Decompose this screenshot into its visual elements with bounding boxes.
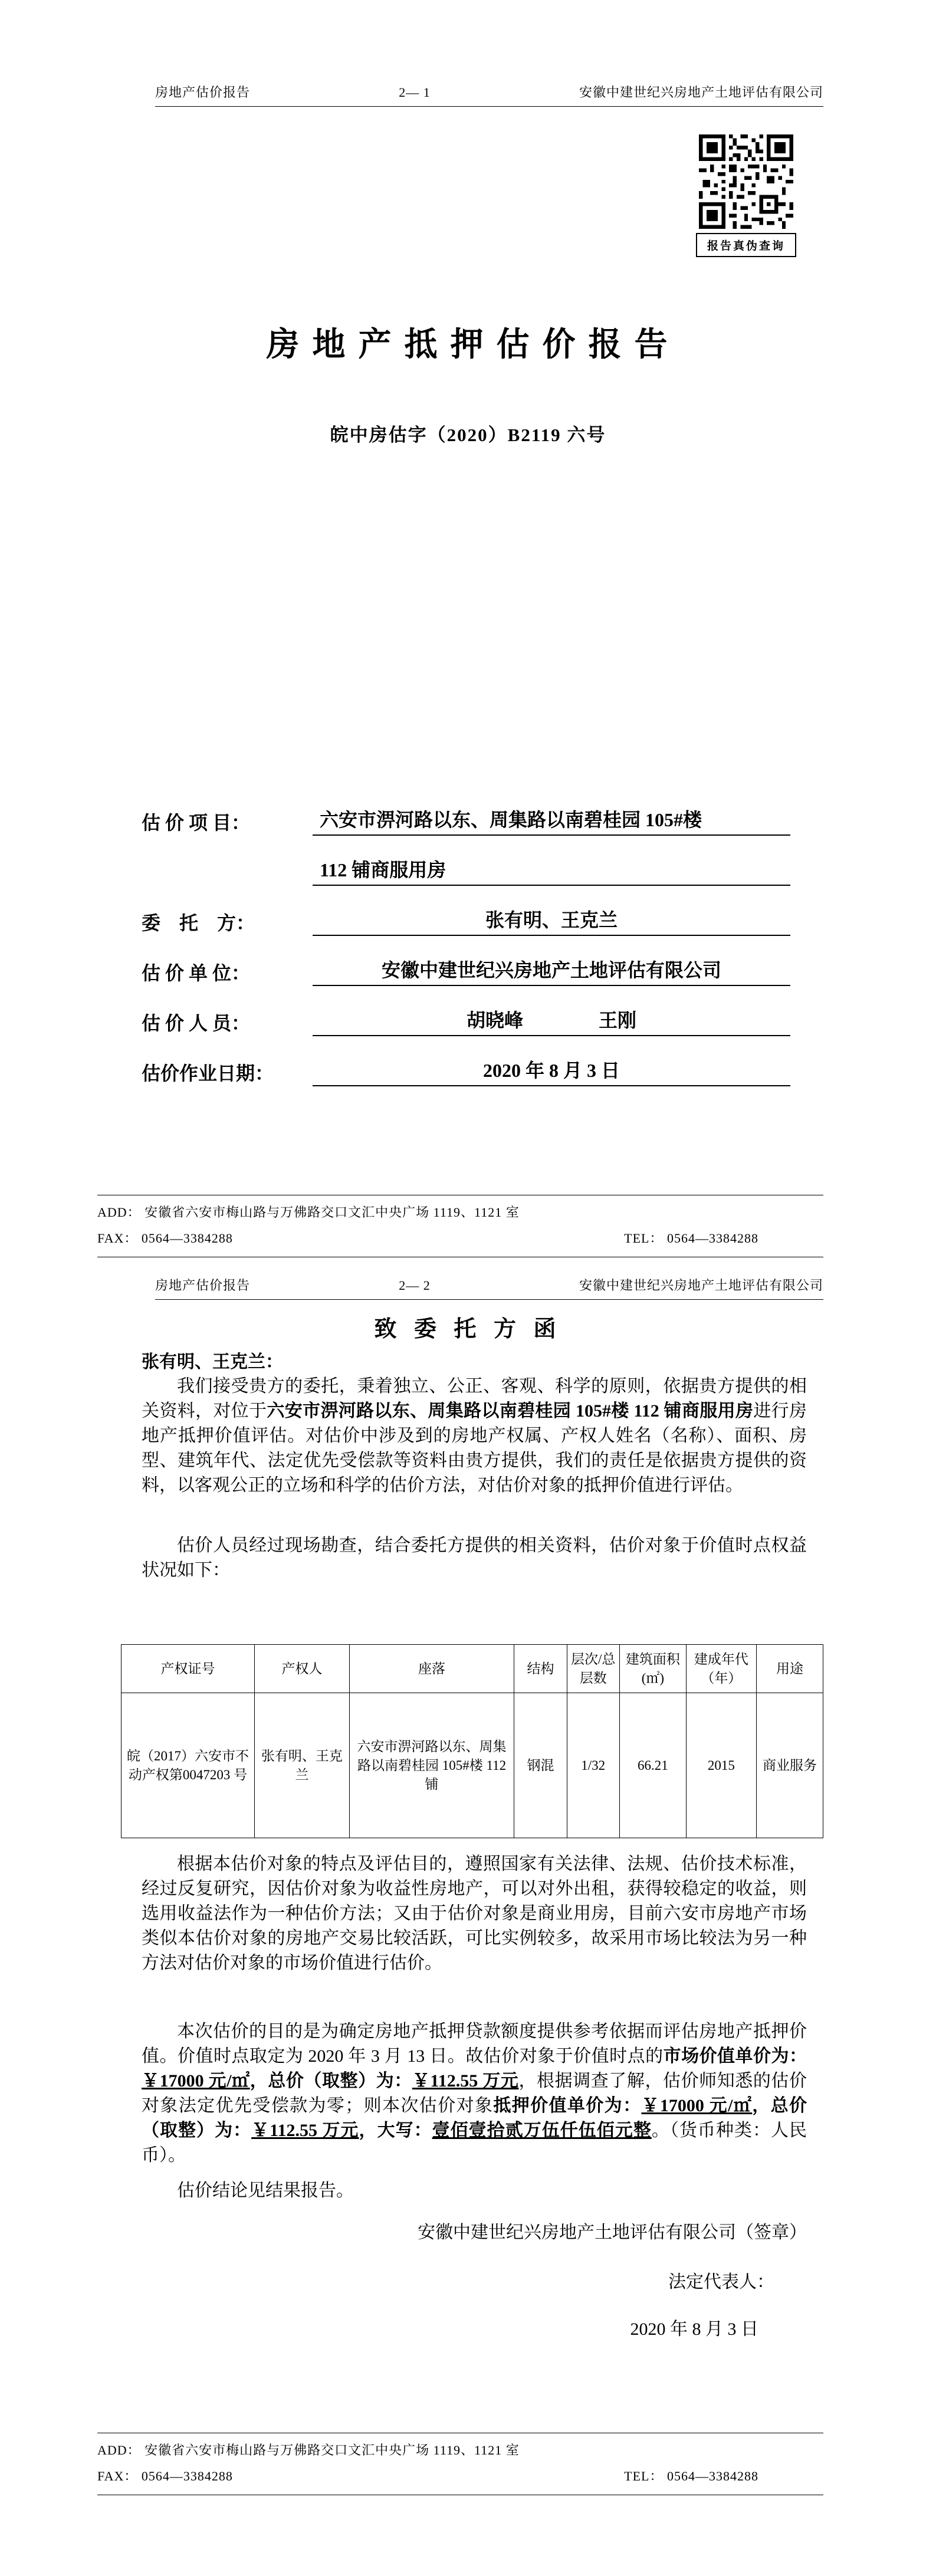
table-header-cell: 产权证号 <box>121 1645 255 1693</box>
qr-code <box>699 134 793 229</box>
table-cell: 商业服务 <box>756 1693 823 1838</box>
mortgage-unit-price-label: 抵押价值单价为： <box>493 2096 642 2115</box>
letter-paragraph-4 <box>142 2019 807 2168</box>
signature-company: 安徽中建世纪兴房地产土地评估有限公司（签章） <box>418 2223 807 2242</box>
report-type-label: 房地产估价报告 <box>155 85 251 100</box>
footer-address: ADD： 安徽省六安市梅山路与万佛路交口文汇中央广场 1119、1121 室 <box>97 2443 520 2457</box>
mortgage-unit-price-value: ￥17000 元/㎡ <box>641 2096 753 2115</box>
table-header-cell: 建成年代（年） <box>686 1645 756 1693</box>
table-cell: 六安市淠河路以东、周集路以南碧桂园 105#楼 112 铺 <box>349 1693 514 1838</box>
table-header-cell: 座落 <box>349 1645 514 1693</box>
mortgage-total-price-label: ，总价（取整）为： <box>142 2096 807 2140</box>
para1-pre: 我们接受贵方的委托，秉着独立、公正、客观、科学的原则，依据贵方提供的相关资料，对位于 <box>142 1376 807 1421</box>
page1-header <box>155 83 823 107</box>
form-row-agency <box>142 957 790 986</box>
appraisers-label: 估 价 人 员： <box>142 1013 251 1034</box>
amount-in-words-value: 壹佰壹拾贰万伍仟伍佰元整 <box>432 2121 652 2140</box>
table-cell: 66.21 <box>619 1693 686 1838</box>
project-value-line2: 112 铺商服用房 <box>313 857 790 886</box>
letter-paragraph-1 <box>142 1374 807 1498</box>
form-row-project <box>142 807 790 836</box>
para1-subject-property: 六安市淠河路以东、周集路以南碧桂园 105#楼 112 铺商服用房 <box>267 1401 754 1421</box>
page1-footer <box>97 1195 823 1257</box>
agency-value: 安徽中建世纪兴房地产土地评估有限公司 <box>313 957 790 986</box>
page2-header <box>155 1276 823 1300</box>
table-row <box>121 1693 823 1838</box>
para1-post: 进行房地产抵押价值评估。对估价中涉及到的房地产权属、产权人姓名（名称）、面积、房型、建筑年代、法定优先受偿款等资料由贵方提供，我们的责任是依据贵方提供的资料，以客观公正的立场和科学的估价方法，对估价对象的抵押价值进行评估。 <box>142 1401 807 1495</box>
market-unit-price-label: 市场价值单价为： <box>663 2046 807 2066</box>
report-doc-number: 皖中房估字（2020）B2119 六号 <box>330 425 606 445</box>
page-number: 2— 1 <box>399 85 431 100</box>
appraisers-value: 胡晓峰 王刚 <box>313 1007 790 1036</box>
work-date-value: 2020 年 8 月 3 日 <box>313 1057 790 1086</box>
table-header-cell: 层次/总层数 <box>567 1645 619 1693</box>
table-cell: 2015 <box>686 1693 756 1838</box>
para4-intro: 本次估价的目的是为确定房地产抵押贷款额度提供参考依据而评估房地产抵押价值。价值时点取定为 2020 年 3 月 13 日。故估价对象于价值时点的 <box>142 2022 807 2066</box>
table-cell: 1/32 <box>567 1693 619 1838</box>
footer-fax: FAX： 0564—3384288 <box>97 2469 233 2483</box>
company-name: 安徽中建世纪兴房地产土地评估有限公司 <box>579 1278 823 1293</box>
qr-verification-block <box>696 134 796 257</box>
project-label: 估 价 项 目： <box>142 812 251 833</box>
footer-fax: FAX： 0564—3384288 <box>97 1231 233 1246</box>
letter-title: 致 委 托 方 函 <box>374 1317 562 1342</box>
footer-address: ADD： 安徽省六安市梅山路与万佛路交口文汇中央广场 1119、1121 室 <box>97 1205 520 1220</box>
form-row-appraisers <box>142 1007 790 1036</box>
table-header-cell: 用途 <box>756 1645 823 1693</box>
table-header-row <box>121 1645 823 1693</box>
footer-tel: TEL： 0564—3384288 <box>624 1231 758 1246</box>
project-value-line1: 六安市淠河路以东、周集路以南碧桂园 105#楼 <box>313 807 790 836</box>
para4-middle: ，根据调查了解，估价师知悉的估价对象法定优先受偿款为零；则本次估价对象 <box>142 2071 807 2115</box>
table-header-cell: 建筑面积(㎡) <box>619 1645 686 1693</box>
amount-in-words-label: ，大写： <box>359 2121 432 2140</box>
page2-footer <box>97 2433 823 2495</box>
market-total-price-label: ，总价（取整）为： <box>249 2071 412 2091</box>
qr-verification-label: 报告真伪查询 <box>696 233 796 257</box>
para4-currency-note: 。（货币种类：人民币）。 <box>142 2121 807 2165</box>
form-row-client <box>142 907 790 936</box>
appraisal-form <box>142 807 790 1108</box>
page-number: 2— 2 <box>399 1278 431 1293</box>
legal-representative-label: 法定代表人： <box>668 2272 774 2292</box>
market-unit-price-value: ￥17000 元/㎡ <box>142 2071 250 2091</box>
table-header-cell: 产权人 <box>255 1645 350 1693</box>
letter-paragraph-2: 估价人员经过现场勘查，结合委托方提供的相关资料，估价对象于价值时点权益状况如下： <box>142 1536 807 1580</box>
table-cell: 张有明、王克兰 <box>255 1693 350 1838</box>
form-row-date <box>142 1057 790 1086</box>
footer-tel: TEL： 0564—3384288 <box>624 2469 758 2483</box>
report-title: 房 地 产 抵 押 估 价 报 告 <box>266 327 670 363</box>
table-cell: 钢混 <box>514 1693 567 1838</box>
market-total-price-value: ￥112.55 万元 <box>412 2071 519 2091</box>
signature-date: 2020 年 8 月 3 日 <box>630 2319 758 2339</box>
salutation: 张有明、王克兰： <box>142 1352 283 1372</box>
table-cell: 皖（2017）六安市不动产权第0047203 号 <box>121 1693 255 1838</box>
conclusion-note: 估价结论见结果报告。 <box>177 2181 354 2200</box>
property-table <box>121 1644 823 1838</box>
client-value: 张有明、王克兰 <box>313 907 790 936</box>
form-row-project-cont <box>142 857 790 886</box>
work-date-label: 估价作业日期： <box>142 1063 274 1084</box>
letter-paragraph-3: 根据本估价对象的特点及评估目的，遵照国家有关法律、法规、估价技术标准，经过反复研究，因估价对象为收益性房地产，可以对外出租，获得较稳定的收益，则选用收益法作为一种估价方法；又由于估价对象是商业用房，目前六安市房地产市场类似本估价对象的房地产交易比较活跃，可比实例较多，故采用市场比较法为另一种方法对估价对象的市场价值进行估价。 <box>142 1854 807 1973</box>
report-type-label: 房地产估价报告 <box>155 1278 251 1293</box>
mortgage-total-price-value: ￥112.55 万元 <box>251 2121 359 2140</box>
company-name: 安徽中建世纪兴房地产土地评估有限公司 <box>579 85 823 100</box>
agency-label: 估 价 单 位： <box>142 962 251 984</box>
client-label: 委 托 方： <box>142 912 255 934</box>
table-header-cell: 结构 <box>514 1645 567 1693</box>
